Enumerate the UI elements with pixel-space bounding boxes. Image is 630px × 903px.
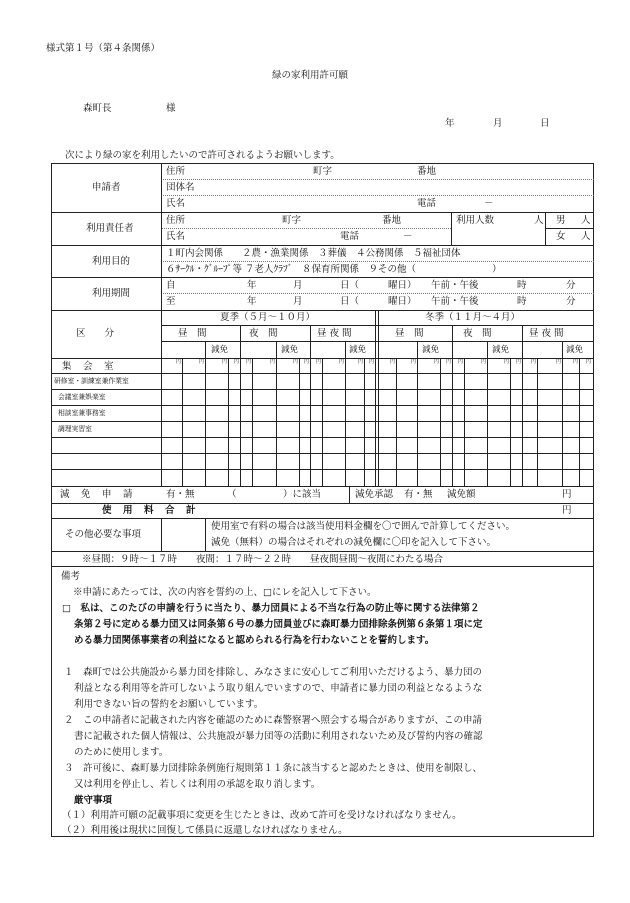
period-to-month: 月 bbox=[293, 296, 303, 307]
reduction-amount-yen: 円 bbox=[562, 489, 572, 500]
yen-mark-13: 円 bbox=[390, 359, 396, 365]
date-year: 年 bbox=[445, 118, 455, 129]
period-to-minute: 分 bbox=[566, 296, 576, 307]
period-to-hour: 時 bbox=[517, 296, 527, 307]
applicant-phone-dash: － bbox=[484, 198, 494, 209]
applicant-phone-label: 電話 bbox=[417, 198, 437, 209]
yen-mark-9: 円 bbox=[316, 359, 322, 365]
period-from: 自 bbox=[166, 280, 176, 291]
remark-3-line-1: ３ 許可後に、森町暴力団排除条例施行規則第１１条に該当すると認めたときは、使用を制限し、 bbox=[64, 763, 483, 774]
winter-night: 夜 間 bbox=[463, 328, 492, 339]
other-note-2: 減免（無料）の場合はそれぞれの減免欄に〇印を記入して下さい。 bbox=[211, 537, 497, 548]
yen-mark-20: 円 bbox=[516, 359, 522, 365]
intro-text: 次により緑の家を利用したいので許可されるようお願いします。 bbox=[65, 150, 340, 161]
applicant-group-label: 団体名 bbox=[166, 182, 195, 193]
other-label: その他必要な事項 bbox=[65, 529, 142, 540]
reduction-approval-label: 減免承認 bbox=[355, 489, 394, 500]
date-day: 日 bbox=[540, 118, 550, 129]
male-label: 男 bbox=[556, 215, 566, 226]
yen-mark-8: 円 bbox=[304, 359, 310, 365]
applicant-address-label: 住所 bbox=[166, 166, 186, 177]
yen-mark-4: 円 bbox=[234, 359, 240, 365]
responsible-phone-dash: － bbox=[403, 231, 413, 242]
reduction-paren-open: （ bbox=[227, 489, 237, 500]
rule-1: （１）利用許可願の記載事項に変更を生じたときは、改めて許可を受けなければなりません。 bbox=[62, 810, 462, 821]
reduction-request-label: 減 免 申 請 bbox=[60, 489, 134, 500]
period-to-day: 日（ bbox=[340, 296, 360, 307]
yen-mark-5: 円 bbox=[246, 359, 252, 365]
remark-2-line-3: のために使用します。 bbox=[74, 747, 169, 758]
responsible-town-label: 町字 bbox=[282, 215, 302, 226]
reduced-header-2: 減免 bbox=[281, 345, 299, 355]
remark-1-line-3: 利用できない旨の誓約をお願いしています。 bbox=[74, 699, 264, 710]
reduction-yesno: 有・無 bbox=[166, 489, 195, 500]
summer-night: 夜 間 bbox=[249, 328, 278, 339]
form-number: 様式第１号（第４条関係） bbox=[46, 43, 161, 54]
approval-yesno: 有・無 bbox=[404, 489, 433, 500]
period-from-year: 年 bbox=[247, 280, 257, 291]
period-from-hour: 時 bbox=[517, 280, 527, 291]
fee-kubun-header: 区 分 bbox=[76, 328, 115, 339]
yen-mark-18: 円 bbox=[481, 359, 487, 365]
user-count-unit: 人 bbox=[534, 215, 544, 226]
reduction-applies: ）に該当 bbox=[283, 489, 322, 500]
total-yen: 円 bbox=[562, 505, 572, 516]
period-to-ampm: 午前・午後 bbox=[431, 296, 479, 307]
reduction-amount-label: 減免額 bbox=[447, 489, 476, 500]
winter-daynight: 昼 夜 間 bbox=[529, 328, 564, 339]
summer-daynight: 昼 夜 間 bbox=[317, 328, 352, 339]
applicant-banchi-label: 番地 bbox=[417, 166, 437, 177]
reduced-header-5: 減免 bbox=[492, 345, 510, 355]
winter-daytime: 昼 間 bbox=[395, 328, 424, 339]
yen-mark-2: 円 bbox=[199, 359, 205, 365]
yen-mark-12: 円 bbox=[369, 359, 375, 365]
winter-header: 冬季（１１月～４月） bbox=[425, 312, 521, 323]
room-training: 研修室・訓練室兼作業室 bbox=[54, 377, 129, 385]
male-unit: 人 bbox=[581, 215, 591, 226]
period-to-year: 年 bbox=[247, 296, 257, 307]
yen-mark-6: 円 bbox=[270, 359, 276, 365]
user-count-label: 利用人数 bbox=[456, 215, 495, 226]
yen-mark-16: 円 bbox=[446, 359, 452, 365]
female-unit: 人 bbox=[581, 231, 591, 242]
yen-mark-17: 円 bbox=[458, 359, 464, 365]
yen-mark-22: 円 bbox=[556, 359, 562, 365]
reduced-header-3: 減免 bbox=[349, 345, 367, 355]
yen-mark-15: 円 bbox=[434, 359, 440, 365]
responsible-label: 利用責任者 bbox=[86, 223, 134, 234]
room-meeting: 会議室兼娯楽室 bbox=[58, 393, 106, 401]
responsible-banchi-label: 番地 bbox=[382, 215, 402, 226]
remarks-lead: ※申請にあたっては、次の内容を誓約の上、□にレを記入して下さい。 bbox=[73, 587, 377, 598]
reduced-header-4: 減免 bbox=[422, 345, 440, 355]
applicant-name-label: 氏名 bbox=[166, 198, 186, 209]
date-month: 月 bbox=[493, 118, 503, 129]
other-note-1: 使用室で有料の場合は該当使用料金欄を〇で囲んで計算してください。 bbox=[211, 521, 516, 532]
addressee: 森町長 bbox=[83, 103, 112, 114]
period-from-day: 日（ bbox=[340, 280, 360, 291]
remark-3-line-2: 又は利用を停止し、若しくは利用の承認を取り消します。 bbox=[74, 779, 321, 790]
rules-title: 厳守事項 bbox=[74, 795, 113, 806]
yen-mark-10: 円 bbox=[339, 359, 345, 365]
period-from-month: 月 bbox=[293, 280, 303, 291]
yen-mark-3: 円 bbox=[222, 359, 228, 365]
reduced-header-6: 減免 bbox=[566, 345, 584, 355]
period-from-ampm: 午前・午後 bbox=[431, 280, 479, 291]
yen-mark-14: 円 bbox=[411, 359, 417, 365]
applicant-town-label: 町字 bbox=[313, 166, 333, 177]
yen-mark-1: 円 bbox=[176, 359, 182, 365]
pledge-line-2: 条第２号に定める暴力団又は同条第６号の暴力団員並びに森町暴力団排除条例第６条第１項に定 bbox=[74, 619, 483, 630]
responsible-name-label: 氏名 bbox=[166, 231, 186, 242]
period-to-weekday: 曜日） bbox=[388, 296, 417, 307]
applicant-label: 申請者 bbox=[92, 182, 121, 193]
period-from-weekday: 曜日） bbox=[388, 280, 417, 291]
room-consultation: 相談室兼事務室 bbox=[58, 409, 106, 417]
purpose-options-1: １町内会関係 ２農・漁業関係 ３葬儀 ４公務関係 ５福祉団体 bbox=[166, 248, 461, 259]
summer-header: 夏季（５月～１０月） bbox=[220, 312, 316, 323]
yen-mark-24: 円 bbox=[586, 359, 592, 365]
responsible-phone-label: 電話 bbox=[340, 231, 360, 242]
remark-2-line-2: 書に記載された個人情報は、公共施設が暴力団等の活動に利用されないため及び誓約内容の確認 bbox=[74, 731, 483, 742]
remark-1-line-1: １ 森町では公共施設から暴力団を排除し、みなさまに安心してご利用いただけるよう、暴力団の bbox=[64, 667, 483, 678]
pledge-line-3: める暴力団関係事業者の利益になると認められる行為を行わないことを誓約します。 bbox=[74, 635, 435, 646]
remark-1-line-2: 利益となる利用等を許可しないよう取り組んでいますので、申請者に暴力団の利益となるような bbox=[74, 683, 483, 694]
yen-mark-21: 円 bbox=[531, 359, 537, 365]
form-title: 緑の家利用許可願 bbox=[272, 70, 349, 81]
period-from-minute: 分 bbox=[566, 280, 576, 291]
addressee-honorific: 様 bbox=[166, 103, 176, 114]
rule-2: （２）利用後は現状に回復して係員に返還しなければなりません。 bbox=[62, 825, 348, 836]
room-assembly-hall: 集 会 室 bbox=[62, 361, 115, 372]
reduced-header-1: 減免 bbox=[211, 345, 229, 355]
total-label: 使 用 料 合 計 bbox=[102, 505, 197, 516]
pledge-line-1: □ 私は、このたびの申請を行うに当たり、暴力団員による不当な行為の防止等に関する法律第２ bbox=[62, 603, 480, 614]
yen-mark-11: 円 bbox=[358, 359, 364, 365]
period-to: 至 bbox=[166, 296, 176, 307]
responsible-address-label: 住所 bbox=[166, 215, 186, 226]
room-cooking: 調理実習室 bbox=[58, 425, 92, 433]
purpose-options-2: ６ｻｰｸﾙ・ｸﾞﾙｰﾌﾟ等 ７老人ｸﾗﾌﾞ ８保育所関係 ９その他（ ） bbox=[166, 264, 502, 275]
yen-mark-19: 円 bbox=[504, 359, 510, 365]
hours-note: ※昼間：９時～１７時 夜間：１７時～２２時 昼夜間昼間～夜間にわたる場合 bbox=[82, 554, 444, 565]
purpose-label: 利用目的 bbox=[92, 256, 131, 267]
yen-mark-7: 円 bbox=[293, 359, 299, 365]
period-label: 利用期間 bbox=[92, 288, 131, 299]
summer-daytime: 昼 間 bbox=[178, 328, 207, 339]
remarks-title: 備考 bbox=[61, 571, 81, 582]
remark-2-line-1: ２ この申請者に記載された内容を確認のために森警察署へ照会する場合がありますが、この申請 bbox=[64, 715, 483, 726]
female-label: 女 bbox=[556, 231, 566, 242]
yen-mark-23: 円 bbox=[573, 359, 579, 365]
